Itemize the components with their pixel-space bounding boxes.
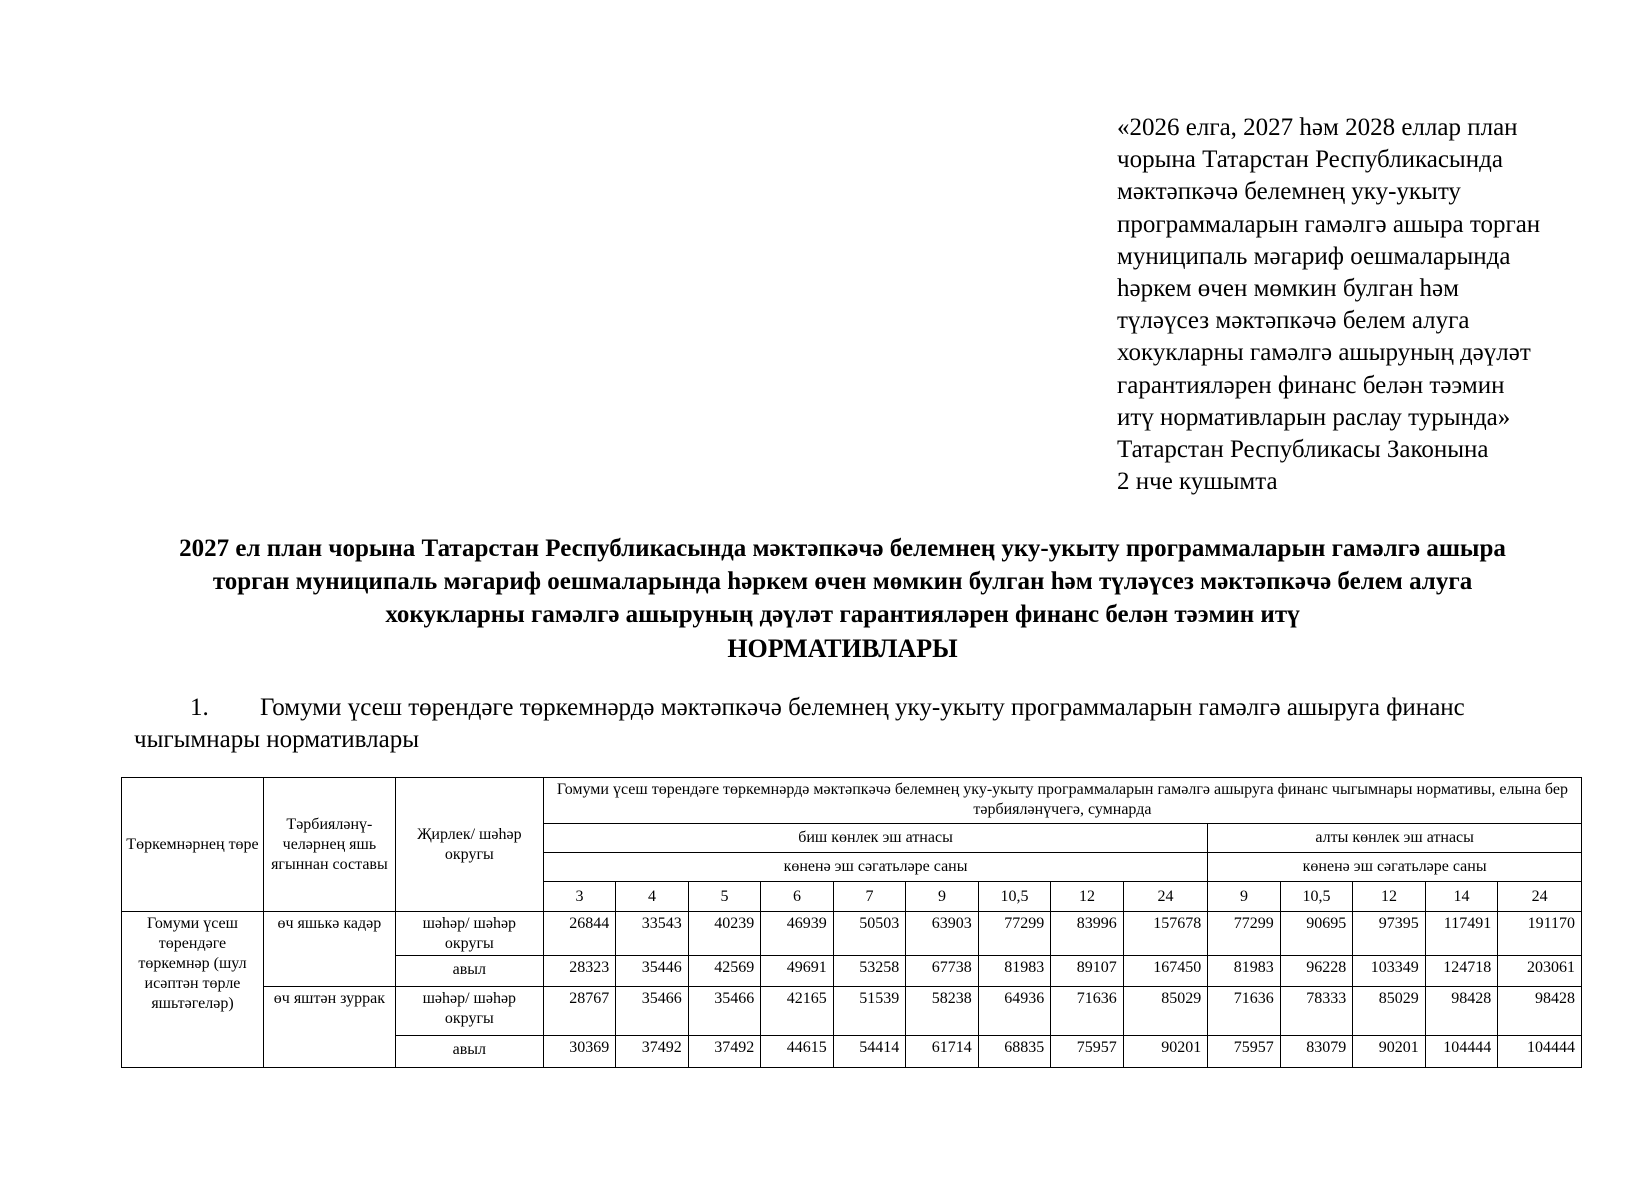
hours-col: 6 xyxy=(761,882,833,912)
place-cell: авыл xyxy=(395,1036,543,1068)
header-six-day-week: алты көнлек эш атнасы xyxy=(1208,824,1582,853)
value-cell: 157678 xyxy=(1123,912,1208,956)
section-number: 1. xyxy=(190,694,209,721)
value-cell: 167450 xyxy=(1123,956,1208,987)
hours-col: 9 xyxy=(906,882,978,912)
annex-line: түләүсез мәктәпкәчә белем алуга xyxy=(1117,307,1470,335)
value-cell: 98428 xyxy=(1425,987,1497,1036)
value-cell: 51539 xyxy=(833,987,905,1036)
hours-col: 9 xyxy=(1208,882,1280,912)
value-cell: 117491 xyxy=(1425,912,1497,956)
header-hours-five: көненә эш сәгатьләре саны xyxy=(543,853,1207,882)
title-line: 2027 ел план чорына Татарстан Республикасында мәктәпкәчә белемнең уку-укыту программаларын гамәлгә ашыра xyxy=(179,535,1506,562)
value-cell: 81983 xyxy=(978,956,1050,987)
value-cell: 44615 xyxy=(761,1036,833,1068)
annex-line: 2 нче кушымта xyxy=(1117,468,1278,496)
annex-line: һәркем өчен мөмкин булган һәм xyxy=(1117,275,1459,303)
value-cell: 83996 xyxy=(1051,912,1123,956)
value-cell: 50503 xyxy=(833,912,905,956)
header-group-type: Төркемнәрнең төре xyxy=(122,778,264,912)
value-cell: 97395 xyxy=(1353,912,1425,956)
value-cell: 40239 xyxy=(688,912,760,956)
value-cell: 35466 xyxy=(688,987,760,1036)
table-row xyxy=(122,987,1582,1036)
value-cell: 68835 xyxy=(978,1036,1050,1068)
annex-line: мәктәпкәчә белемнең уку-укыту xyxy=(1117,178,1461,206)
value-cell: 61714 xyxy=(906,1036,978,1068)
value-cell: 85029 xyxy=(1353,987,1425,1036)
place-cell: шәһәр/ шәһәр округы xyxy=(395,912,543,956)
value-cell: 96228 xyxy=(1280,956,1352,987)
header-main: Гомуми үсеш төрендәге төркемнәрдә мәктәпкәчә белемнең уку-укыту программаларын гамәлгә ашыруга финанс чыгымнары нормативы, елына бер тәрбияләнүчегә, сумнарда xyxy=(543,778,1581,824)
annex-reference xyxy=(1117,112,1597,498)
value-cell: 33543 xyxy=(616,912,688,956)
value-cell: 49691 xyxy=(761,956,833,987)
value-cell: 90695 xyxy=(1280,912,1352,956)
value-cell: 64936 xyxy=(978,987,1050,1036)
title-heading: НОРМАТИВЛАРЫ xyxy=(727,634,958,663)
header-age-composition: Тәрбияләнү-челәрнең яшь ягыннан составы xyxy=(263,778,395,912)
annex-line: «2026 елга, 2027 һәм 2028 еллар план xyxy=(1117,114,1518,141)
value-cell: 30369 xyxy=(543,1036,615,1068)
annex-line: гарантияләрен финанс белән тәэмин xyxy=(1117,371,1505,399)
value-cell: 26844 xyxy=(543,912,615,956)
hours-col: 10,5 xyxy=(978,882,1050,912)
value-cell: 37492 xyxy=(688,1036,760,1068)
value-cell: 103349 xyxy=(1353,956,1425,987)
value-cell: 46939 xyxy=(761,912,833,956)
value-cell: 83079 xyxy=(1280,1036,1352,1068)
annex-line: программаларын гамәлгә ашыра торган xyxy=(1117,210,1541,238)
value-cell: 53258 xyxy=(833,956,905,987)
value-cell: 54414 xyxy=(833,1036,905,1068)
value-cell: 71636 xyxy=(1208,987,1280,1036)
hours-col: 12 xyxy=(1353,882,1425,912)
value-cell: 85029 xyxy=(1123,987,1208,1036)
hours-col: 3 xyxy=(543,882,615,912)
place-cell: авыл xyxy=(395,956,543,987)
age-cell: өч яшькә кадәр xyxy=(263,912,395,987)
header-hours-six: көненә эш сәгатьләре саны xyxy=(1208,853,1582,882)
value-cell: 191170 xyxy=(1498,912,1582,956)
value-cell: 104444 xyxy=(1425,1036,1497,1068)
hours-col: 10,5 xyxy=(1280,882,1352,912)
hours-col: 7 xyxy=(833,882,905,912)
value-cell: 77299 xyxy=(978,912,1050,956)
title-line: хокукларны гамәлгә ашыруның дәүләт гарантияләрен финанс белән тәэмин итү xyxy=(385,601,1300,628)
value-cell: 67738 xyxy=(906,956,978,987)
table-row xyxy=(122,912,1582,956)
annex-line: хокукларны гамәлгә ашыруның дәүләт xyxy=(1117,339,1531,367)
value-cell: 90201 xyxy=(1353,1036,1425,1068)
hours-col: 24 xyxy=(1498,882,1582,912)
group-type-cell: Гомуми үсеш төрендәге төркемнәр (шул исәптән төрле яшьтәгеләр) xyxy=(122,912,264,1068)
normatives-table xyxy=(121,777,1582,1068)
section-title-line1: Гомуми үсеш төрендәге төркемнәрдә мәктәпкәчә белемнең уку-укыту программаларын гамәлгә ашыруга финанс xyxy=(260,694,1465,721)
value-cell: 28323 xyxy=(543,956,615,987)
value-cell: 63903 xyxy=(906,912,978,956)
value-cell: 203061 xyxy=(1498,956,1582,987)
value-cell: 89107 xyxy=(1051,956,1123,987)
annex-line: итү нормативларын раслау турында» xyxy=(1117,403,1511,431)
value-cell: 35466 xyxy=(616,987,688,1036)
header-settlement: Җирлек/ шәһәр округы xyxy=(395,778,543,912)
section-heading xyxy=(134,692,1582,756)
value-cell: 37492 xyxy=(616,1036,688,1068)
document-title xyxy=(120,532,1565,665)
value-cell: 42165 xyxy=(761,987,833,1036)
hours-col: 14 xyxy=(1425,882,1497,912)
title-line: торган муниципаль мәгариф оешмаларында һәркем өчен мөмкин булган һәм түләүсез мәктәпкәчә белем алуга xyxy=(212,568,1473,595)
hours-col: 12 xyxy=(1051,882,1123,912)
value-cell: 71636 xyxy=(1051,987,1123,1036)
value-cell: 75957 xyxy=(1051,1036,1123,1068)
value-cell: 75957 xyxy=(1208,1036,1280,1068)
value-cell: 58238 xyxy=(906,987,978,1036)
hours-col: 24 xyxy=(1123,882,1208,912)
value-cell: 81983 xyxy=(1208,956,1280,987)
value-cell: 77299 xyxy=(1208,912,1280,956)
hours-col: 4 xyxy=(616,882,688,912)
value-cell: 42569 xyxy=(688,956,760,987)
header-five-day-week: биш көнлек эш атнасы xyxy=(543,824,1207,853)
age-cell: өч яштән зуррак xyxy=(263,987,395,1068)
value-cell: 90201 xyxy=(1123,1036,1208,1068)
value-cell: 98428 xyxy=(1498,987,1582,1036)
section-title-line2: чыгымнары нормативлары xyxy=(134,726,420,753)
annex-line: муниципаль мәгариф оешмаларында xyxy=(1117,242,1511,270)
value-cell: 28767 xyxy=(543,987,615,1036)
value-cell: 124718 xyxy=(1425,956,1497,987)
annex-line: чорына Татарстан Республикасында xyxy=(1117,146,1503,174)
value-cell: 78333 xyxy=(1280,987,1352,1036)
value-cell: 104444 xyxy=(1498,1036,1582,1068)
place-cell: шәһәр/ шәһәр округы xyxy=(395,987,543,1036)
hours-col: 5 xyxy=(688,882,760,912)
value-cell: 35446 xyxy=(616,956,688,987)
annex-line: Татарстан Республикасы Законына xyxy=(1117,436,1489,464)
